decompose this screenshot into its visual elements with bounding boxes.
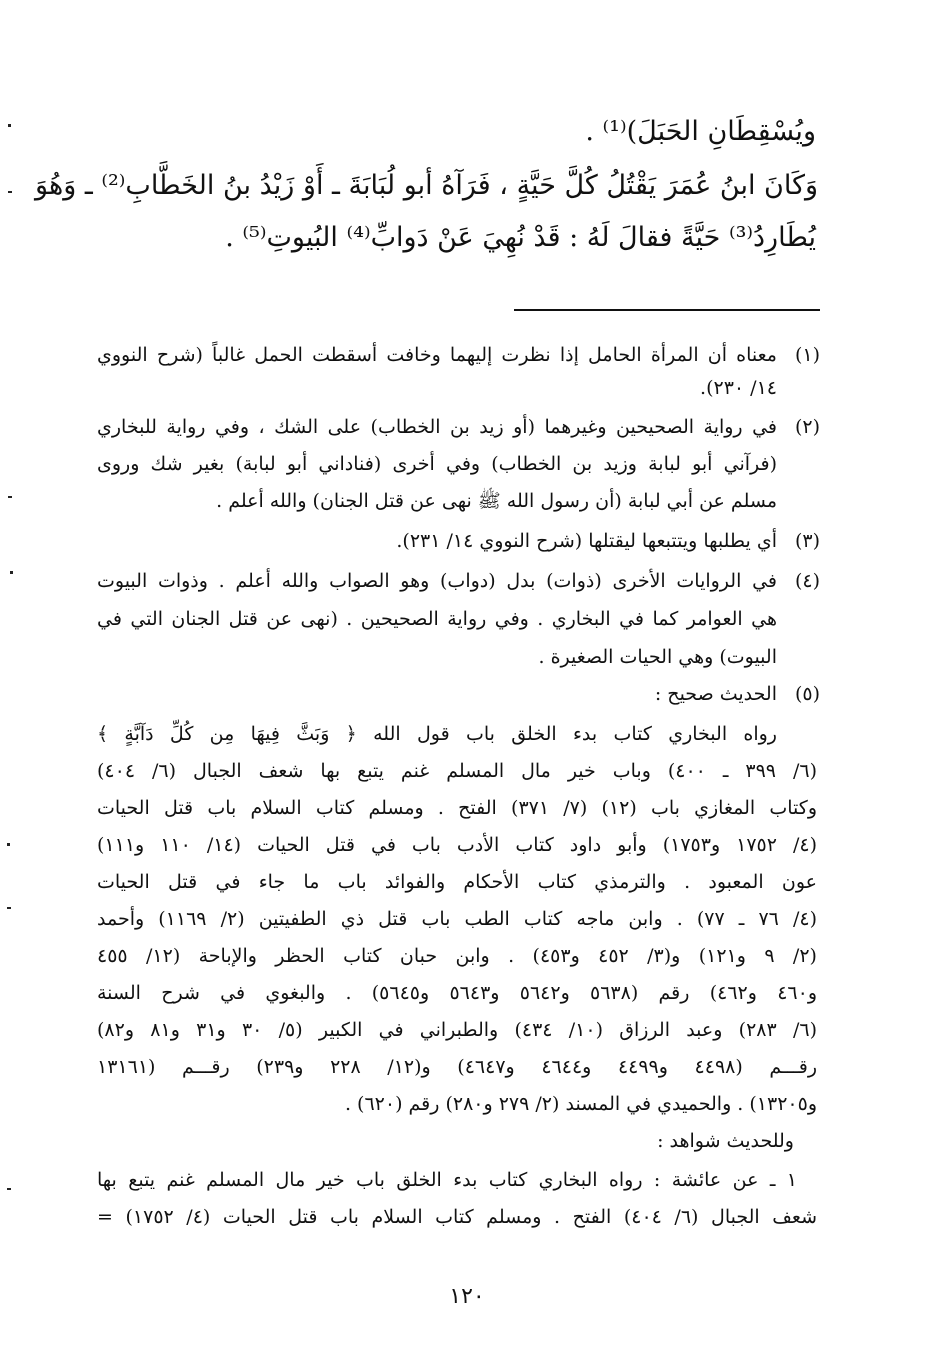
footnote-5-line-12: و١٣٢٠٥) . والحميدي في المسند (٢/ ٢٧٩ و٢٨٠) رقم (٦٢٠) .: [344, 1093, 817, 1115]
main-text-line-1: ويُسْقِطَانِ الحَبَلَ)⁽¹⁾ .: [585, 116, 816, 147]
footnote-5-line-11: رقـــم (٤٤٩٨ و٤٤٩٩ و٤٦٤٤ و٤٦٤٧) و(١٢/ ٢٢٨ و٢٣٩) رقـــم (١٣١٦١: [97, 1056, 817, 1078]
scan-mark: [7, 1188, 11, 1190]
footnote-5-line-8: (٢/ ٩ و١٢١) و(٣/ ٤٥٢ و٤٥٣) . وابن حبان كتاب الحظر والإباحة (١٢/ ٤٥٥: [97, 945, 817, 967]
scan-mark: [7, 843, 10, 846]
footnote-2-line-3: مسلم عن أبي لبابة (أن رسول الله ﷺ نهى عن قتل الجنان) والله أعلم .: [216, 490, 777, 512]
footnote-number: (٣): [794, 530, 820, 552]
footnote-1-line-2: ١٤/ ٢٣٠).: [700, 377, 777, 399]
scan-mark: [8, 496, 12, 498]
footnote-5-line-14: ١ ـ عن عائشة : رواه البخاري كتاب بدء الخلق باب خير مال المسلم غنم يتبع بها: [97, 1169, 797, 1191]
scan-mark: [7, 907, 11, 909]
main-text-line-2: وَكَانَ ابنُ عُمَرَ يَقْتُلُ كُلَّ حَيَّةٍ ، فَرَآهُ أبو لُبَابَةَ ـ أَوْ زَيْدُ بنُ الخَطَّابِ⁽²⁾ ـ وَهُوَ: [35, 170, 818, 201]
footnote-5-line-3: (٦/ ٣٩٩ ـ ٤٠٠) وباب خير مال المسلم غنم يتبع بها شعف الجبال (٦/ ٤٠٤): [97, 760, 817, 782]
footnote-separator: [514, 309, 820, 311]
footnote-number: (١): [794, 344, 820, 366]
footnote-5-line-4: وكتاب المغازي باب (١٢) (٧/ ٣٧١) الفتح . ومسلم كتاب السلام باب قتل الحيات: [97, 797, 817, 819]
footnote-1-line-1: معناه أن المرأة الحامل إذا نظرت إليهما وخافت أسقطت الحمل غالباً (شرح النووي: [97, 344, 777, 366]
footnote-5-line-9: و٤٦٠ و٤٦٢) رقم (٥٦٣٨ و٥٦٤٢ و٥٦٤٣ و٥٦٤٥) . والبغوي في شرح السنة: [97, 982, 818, 1004]
scan-mark: [10, 571, 13, 574]
page-number: ١٢٠: [449, 1284, 485, 1309]
footnote-2-line-2: (فرآني أبو لبابة وزيد بن الخطاب) وفي أخرى (فناداني أبو لبابة) بغير شك وروى: [97, 453, 777, 475]
scan-mark: [8, 191, 12, 193]
footnote-5-line-10: (٦/ ٢٨٣) وعبد الرزاق (١٠/ ٤٣٤) والطبراني في الكبير (٥/ ٣٠ و٣١ و٨١ و٨٢): [97, 1019, 817, 1041]
footnote-number: (٤): [794, 570, 820, 592]
footnote-2-line-1: في رواية الصحيحين وغيرهما (أو زيد بن الخطاب) على الشك ، وفي رواية للبخاري: [97, 416, 777, 438]
footnote-4-line-1: في الروايات الأخرى (ذوات) بدل (دواب) وهو الصواب والله أعلم . وذوات البيوت: [97, 570, 777, 592]
footnote-4-line-3: البيوت) وهي الحيات الصغيرة .: [538, 646, 777, 668]
footnote-3-line-1: أي يطلبها ويتتبعها ليقتلها (شرح النووي ١٤/ ٢٣١).: [396, 530, 777, 552]
footnote-5-line-2: رواه البخاري كتاب بدء الخلق باب قول الله ﴿ وَبَثَّ فِيهَا مِن كُلِّ دَآبَّةٍ ﴾: [97, 723, 777, 745]
footnote-5-line-15: شعف الجبال (٦/ ٤٠٤) الفتح . ومسلم كتاب السلام باب قتل الحيات (٤/ ١٧٥٢) =: [97, 1206, 817, 1228]
main-text-line-3: يُطَارِدُ⁽³⁾ حَيَّةً فقالَ لَهُ : قَدْ نُهِيَ عَنْ دَوابِّ⁽⁴⁾ البُيوتِ⁽⁵⁾ .: [225, 222, 816, 253]
footnote-number: (٥): [794, 683, 820, 705]
footnote-5-line-1: الحديث صحيح :: [654, 683, 777, 705]
footnote-5-line-13: وللحديث شواهد :: [657, 1130, 794, 1152]
footnote-5-line-6: عون المعبود . والترمذي كتاب الأحكام والفوائد باب ما جاء في قتل الحيات: [97, 871, 817, 893]
scan-mark: [8, 124, 11, 127]
footnote-number: (٢): [794, 416, 820, 438]
footnote-5-line-7: (٤/ ٧٦ ـ ٧٧) . وابن ماجه كتاب الطب باب قتل ذي الطفيتين (٢/ ١١٦٩) وأحمد: [97, 908, 818, 930]
footnote-5-line-5: (٤/ ١٧٥٢ و١٧٥٣) وأبو داود كتاب الأدب باب في قتل الحيات (١٤/ ١١٠ و١١١): [97, 834, 817, 856]
footnote-4-line-2: هي العوامر كما في البخاري . وفي رواية الصحيحين . (نهى عن قتل الجنان التي في: [97, 608, 777, 630]
